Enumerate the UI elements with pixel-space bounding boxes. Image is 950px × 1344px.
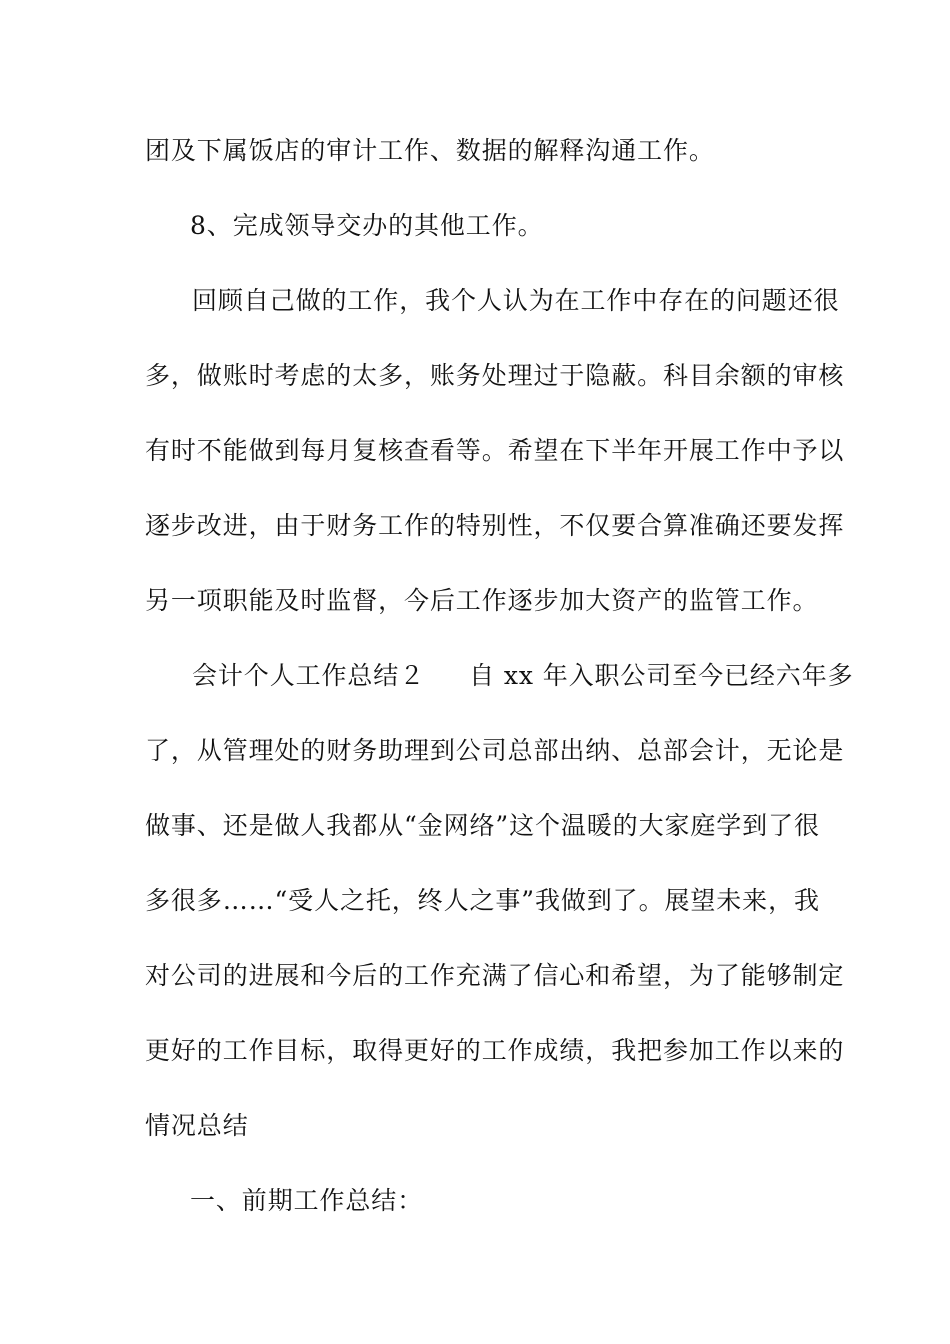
paragraph-line-3: 回顾自己做的工作，我个人认为在工作中存在的问题还很 [192,286,840,315]
section-heading-line [192,659,872,693]
paragraph-line-13: 更好的工作目标，取得更好的工作成绩，我把参加工作以来的 [145,1036,845,1065]
paragraph-line-9: 了，从管理处的财务助理到公司总部出纳、总部会计，无论是 [145,736,845,765]
paragraph-line-12: 对公司的进展和今后的工作充满了信心和希望，为了能够制定 [145,961,845,990]
section-intro: 自 xx 年入职公司至今已经六年多 [469,661,854,690]
paragraph-line-5: 有时不能做到每月复核查看等。希望在下半年开展工作中予以 [145,436,845,465]
subheading-line: 一、前期工作总结： [190,1186,424,1215]
paragraph-line-1: 团及下属饭店的审计工作、数据的解释沟通工作。 [145,136,715,165]
paragraph-line-4: 多，做账时考虑的太多，账务处理过于隐蔽。科目余额的审核 [145,361,845,390]
paragraph-line-14: 情况总结 [145,1111,249,1140]
paragraph-line-6: 逐步改进，由于财务工作的特别性，不仅要合算准确还要发挥 [145,511,845,540]
paragraph-line-2: 8、完成领导交办的其他工作。 [190,211,544,240]
paragraph-line-10: 做事、还是做人我都从“金网络”这个温暖的大家庭学到了很 [145,811,820,840]
section-title: 会计个人工作总结２ [192,661,426,690]
paragraph-line-11: 多很多……“受人之托，终人之事”我做到了。展望未来，我 [145,886,820,915]
paragraph-line-7: 另一项职能及时监督，今后工作逐步加大资产的监管工作。 [145,586,819,615]
